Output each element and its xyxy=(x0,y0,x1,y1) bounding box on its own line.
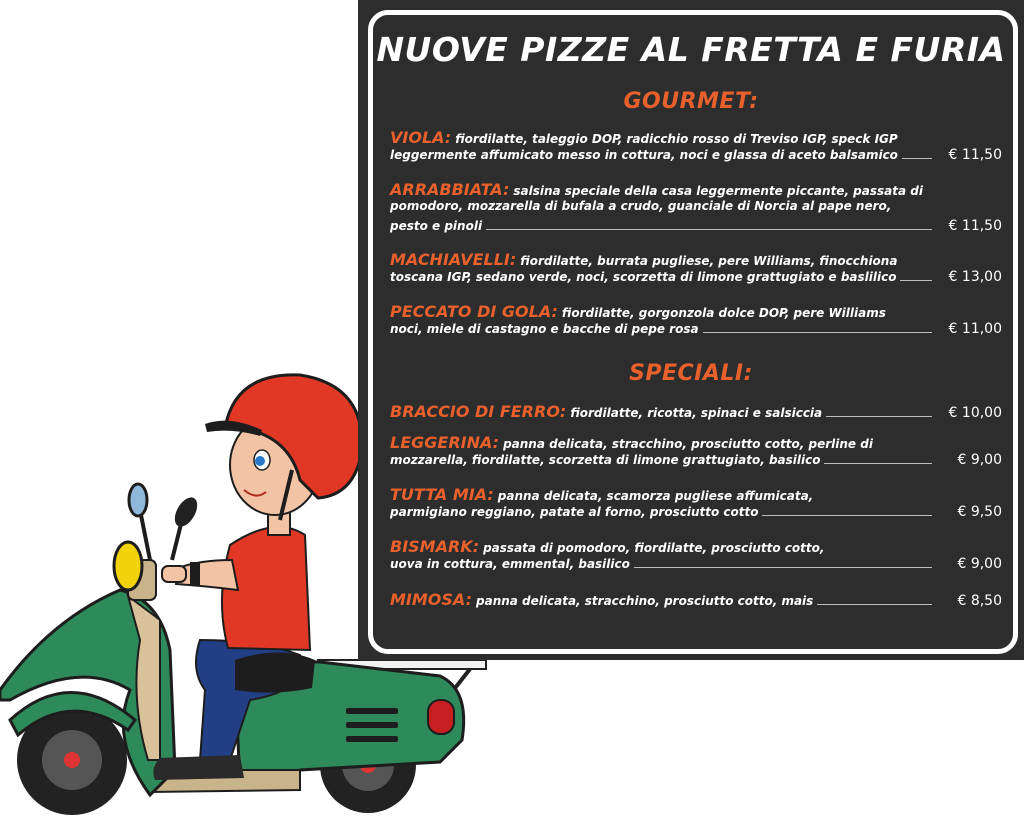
item-price: € 9,50 xyxy=(957,504,1002,520)
price-leader xyxy=(817,604,932,605)
item-name: VIOLA: xyxy=(390,128,452,147)
item-desc: panna delicata, stracchino, prosciutto cotto, perline di xyxy=(503,437,873,451)
item-line xyxy=(390,128,1002,147)
item-price: € 13,00 xyxy=(948,269,1002,285)
menu-item-mimosa xyxy=(390,590,1002,609)
item-name: PECCATO DI GOLA: xyxy=(390,302,558,321)
menu-item-viola xyxy=(390,128,1002,166)
menu-item-peccato-di-gola xyxy=(390,302,1002,340)
price-leader xyxy=(826,416,932,417)
item-name: TUTTA MIA: xyxy=(390,485,494,504)
item-desc: uova in cottura, emmental, basilico xyxy=(390,557,630,571)
item-line xyxy=(390,556,1002,575)
price-leader xyxy=(762,515,932,516)
price-leader xyxy=(486,229,932,230)
item-desc: fiordilatte, gorgonzola dolce DOP, pere Williams xyxy=(561,306,886,320)
item-desc: toscana IGP, sedano verde, noci, scorzetta di limone grattugiato e baslilico xyxy=(390,270,897,284)
item-line xyxy=(390,199,1002,218)
item-desc: salsina speciale della casa leggermente piccante, passata di xyxy=(513,184,923,198)
price-leader xyxy=(902,158,932,159)
item-line xyxy=(390,180,1002,199)
menu-board xyxy=(358,0,1024,660)
menu-item-leggerina xyxy=(390,433,1002,471)
item-desc: fiordilatte, taleggio DOP, radicchio rosso di Treviso IGP, speck IGP xyxy=(455,132,898,146)
item-desc: pesto e pinoli xyxy=(390,219,483,233)
item-price: € 8,50 xyxy=(957,593,1002,609)
item-name: MACHIAVELLI: xyxy=(390,250,517,269)
price-leader xyxy=(900,280,932,281)
section-title-gourmet: GOURMET: xyxy=(623,89,759,114)
item-line xyxy=(390,250,1002,269)
item-line xyxy=(390,402,1002,421)
item-desc: leggermente affumicato messo in cottura, noci e glassa di aceto balsamico xyxy=(390,148,898,162)
menu-title: NUOVE PIZZE AL FRETTA E FURIA xyxy=(376,30,1006,69)
item-desc: parmigiano reggiano, patate al forno, prosciutto cotto xyxy=(390,505,759,519)
item-desc: fiordilatte, ricotta, spinaci e salsiccia xyxy=(570,406,823,420)
item-price: € 11,50 xyxy=(948,147,1002,163)
item-price: € 11,00 xyxy=(948,321,1002,337)
menu-item-arrabbiata xyxy=(390,180,1002,237)
item-name: BRACCIO DI FERRO: xyxy=(390,402,567,421)
item-desc: passata di pomodoro, fiordilatte, prosciutto cotto, xyxy=(483,541,825,555)
item-price: € 10,00 xyxy=(948,405,1002,421)
price-leader xyxy=(703,332,932,333)
menu-item-braccio-di-ferro xyxy=(390,402,1002,421)
item-desc: noci, miele di castagno e bacche di pepe rosa xyxy=(390,322,699,336)
menu-item-tutta-mia xyxy=(390,485,1002,523)
item-price: € 9,00 xyxy=(957,556,1002,572)
item-name: BISMARK: xyxy=(390,537,480,556)
item-desc: pomodoro, mozzarella di bufala a crudo, guanciale di Norcia al pape nero, xyxy=(390,199,892,213)
item-line xyxy=(390,537,1002,556)
price-leader xyxy=(634,567,932,568)
item-line xyxy=(390,218,1002,237)
menu-item-bismark xyxy=(390,537,1002,575)
item-line xyxy=(390,147,1002,166)
item-line xyxy=(390,590,1002,609)
item-line xyxy=(390,504,1002,523)
item-desc: panna delicata, scamorza pugliese affumicata, xyxy=(497,489,814,503)
item-name: MIMOSA: xyxy=(390,590,472,609)
price-leader xyxy=(824,463,932,464)
item-name: ARRABBIATA: xyxy=(390,180,510,199)
item-line xyxy=(390,269,1002,288)
item-desc: mozzarella, fiordilatte, scorzetta di limone grattugiato, basilico xyxy=(390,453,821,467)
item-line xyxy=(390,321,1002,340)
section-title-speciali: SPECIALI: xyxy=(629,361,753,386)
item-price: € 11,50 xyxy=(948,218,1002,234)
item-line xyxy=(390,302,1002,321)
item-line xyxy=(390,433,1002,452)
item-desc: panna delicata, stracchino, prosciutto cotto, mais xyxy=(476,594,814,608)
item-price: € 9,00 xyxy=(957,452,1002,468)
item-line xyxy=(390,452,1002,471)
item-desc: fiordilatte, burrata pugliese, pere Williams, finocchiona xyxy=(520,254,898,268)
item-line xyxy=(390,485,1002,504)
menu-item-machiavelli xyxy=(390,250,1002,288)
item-name: LEGGERINA: xyxy=(390,433,500,452)
